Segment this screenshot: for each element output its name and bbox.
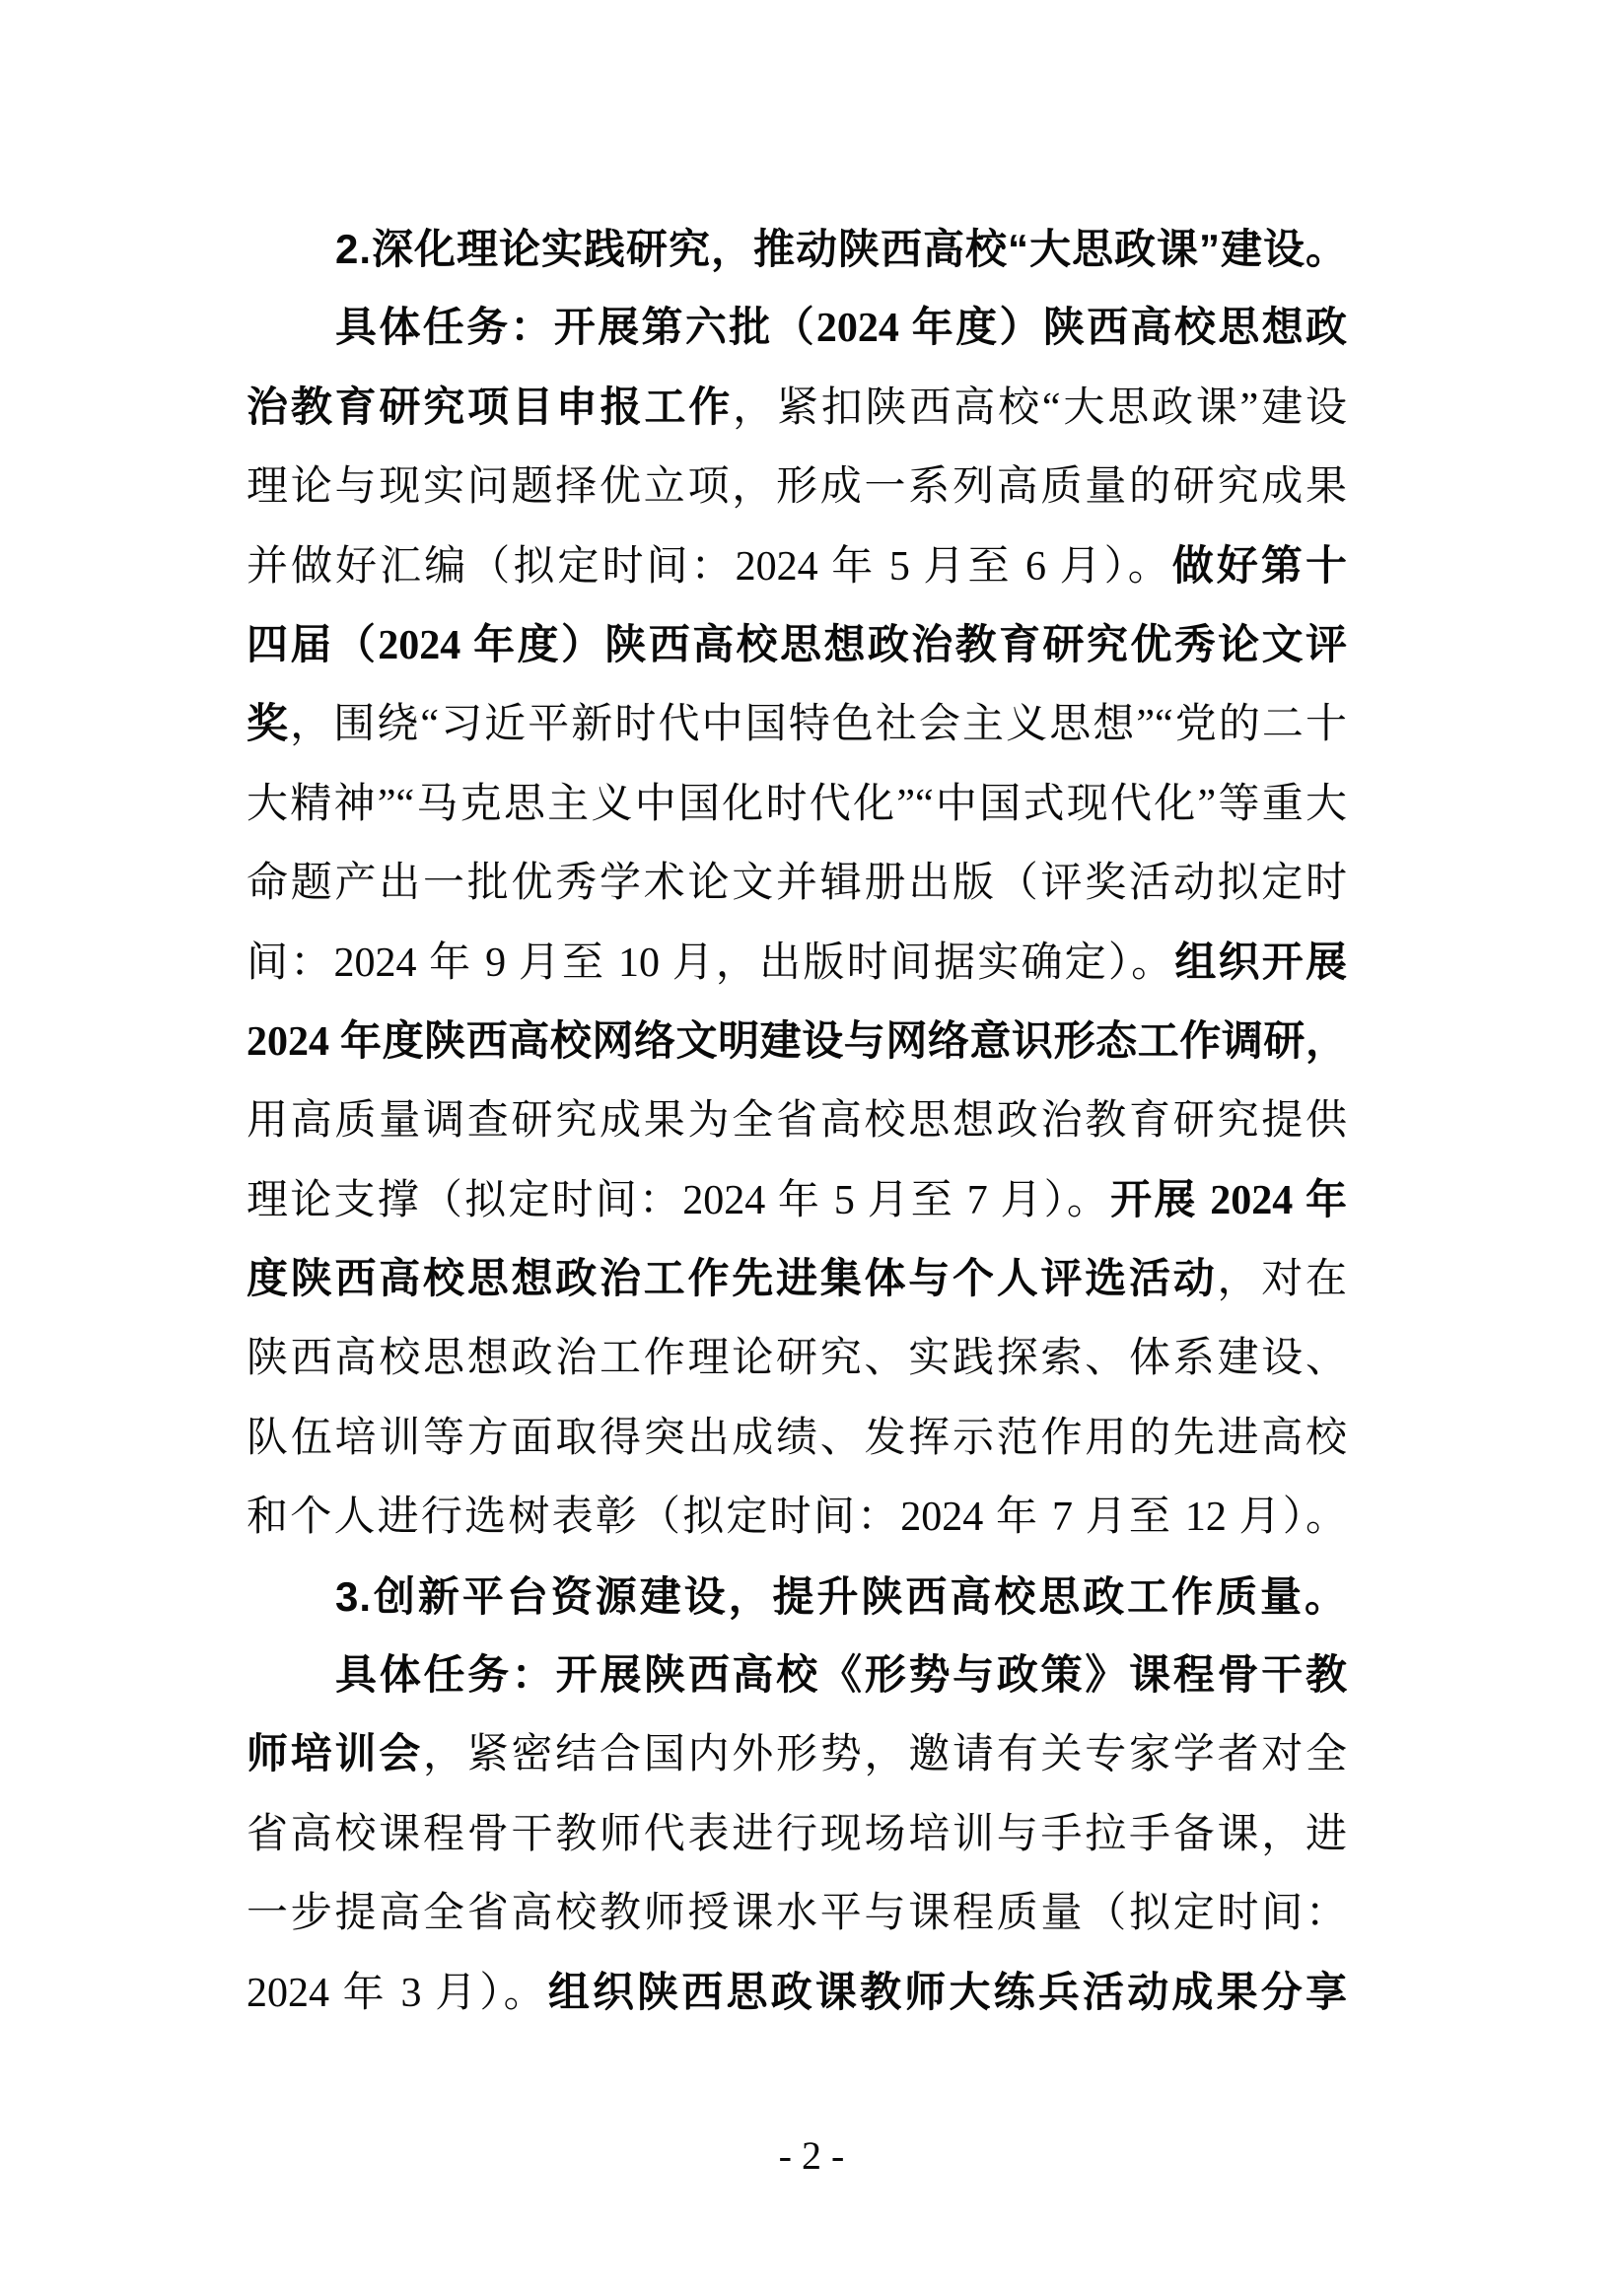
text-line	[247, 1240, 1347, 1319]
text-line	[247, 844, 1347, 923]
text-line	[247, 924, 1347, 1003]
text-line	[247, 1003, 1347, 1081]
text-segment: 用高质量调查研究成果为全省高校思想政治教育研究提供	[247, 1098, 1347, 1145]
text-segment: 组织陕西思政课教师大练兵活动成果分享	[547, 1970, 1347, 2016]
text-segment: 2024 年 3 月）。	[247, 1970, 548, 2016]
text-segment: 度陕西高校思想政治工作先进集体与个人评选活动	[247, 1257, 1218, 1303]
text-line	[247, 606, 1347, 685]
text-line	[247, 1795, 1347, 1874]
text-line	[247, 1081, 1347, 1160]
text-segment: ，紧扣陕西高校“大思政课”建设	[733, 384, 1347, 431]
text-segment: 组织开展	[1174, 939, 1347, 986]
text-segment: ，围绕“习近平新时代中国特色社会主义思想”“党的二十	[290, 702, 1347, 748]
text-line	[247, 448, 1347, 526]
text-segment: 理论与现实问题择优立项，形成一系列高质量的研究成果	[247, 464, 1347, 511]
text-segment: 并做好汇编（拟定时间：2024 年 5 月至 6 月）。	[247, 543, 1172, 590]
text-segment: ，对在	[1217, 1257, 1347, 1303]
text-segment: 做好第十	[1171, 543, 1347, 590]
text-segment: 间：2024 年 9 月至 10 月，出版时间据实确定）。	[247, 939, 1175, 986]
text-segment: 队伍培训等方面取得突出成绩、发挥示范作用的先进高校	[247, 1415, 1347, 1461]
text-segment: 和个人进行选树表彰（拟定时间：2024 年 7 月至 12 月）。	[247, 1495, 1347, 1541]
text-line	[247, 527, 1347, 606]
text-segment: 四届（2024 年度）陕西高校思想政治教育研究优秀论文评	[247, 622, 1347, 668]
text-segment: 奖	[247, 702, 291, 748]
text-segment: 陕西高校思想政治工作理论研究、实践探索、体系建设、	[247, 1336, 1347, 1382]
text-line	[247, 765, 1347, 844]
page-number: - 2 -	[778, 2133, 845, 2178]
text-line	[247, 1399, 1347, 1478]
text-segment: 2.深化理论实践研究，推动陕西高校“大思政课”建设。	[335, 226, 1349, 272]
text-line	[247, 1636, 1347, 1715]
text-line	[247, 1478, 1347, 1557]
text-line	[247, 1319, 1347, 1398]
text-segment: 命题产出一批优秀学术论文并辑册出版（评奖活动拟定时	[247, 861, 1347, 907]
text-line	[247, 369, 1347, 448]
document-body	[247, 210, 1347, 2033]
text-segment: 具体任务：开展陕西高校《形势与政策》课程骨干教	[335, 1653, 1347, 1700]
text-line	[247, 1954, 1347, 2033]
text-segment: 3.创新平台资源建设，提升陕西高校思政工作质量。	[335, 1572, 1347, 1620]
text-line	[247, 1715, 1347, 1794]
text-segment: 2024 年度陕西高校网络文明建设与网络意识形态工作调研，	[247, 1018, 1347, 1065]
text-segment: 大精神”“马克思主义中国化时代化”“中国式现代化”等重大	[247, 781, 1347, 827]
text-segment: 师培训会	[247, 1732, 423, 1778]
text-line	[247, 289, 1347, 368]
text-line	[247, 1874, 1347, 1953]
heading-line	[247, 210, 1347, 289]
text-segment: ，紧密结合国内外形势，邀请有关专家学者对全	[423, 1732, 1347, 1778]
text-segment: 治教育研究项目申报工作	[247, 384, 734, 431]
text-line	[247, 685, 1347, 764]
text-segment: 具体任务：开展第六批（2024 年度）陕西高校思想政	[335, 306, 1347, 352]
heading-line	[247, 1558, 1347, 1636]
text-segment: 理论支撑（拟定时间：2024 年 5 月至 7 月）。	[247, 1177, 1111, 1223]
text-line	[247, 1161, 1347, 1240]
text-segment: 开展 2024 年	[1110, 1177, 1347, 1223]
text-segment: 一步提高全省高校教师授课水平与课程质量（拟定时间：	[247, 1891, 1347, 1937]
text-segment: 省高校课程骨干教师代表进行现场培训与手拉手备课，进	[247, 1811, 1347, 1857]
